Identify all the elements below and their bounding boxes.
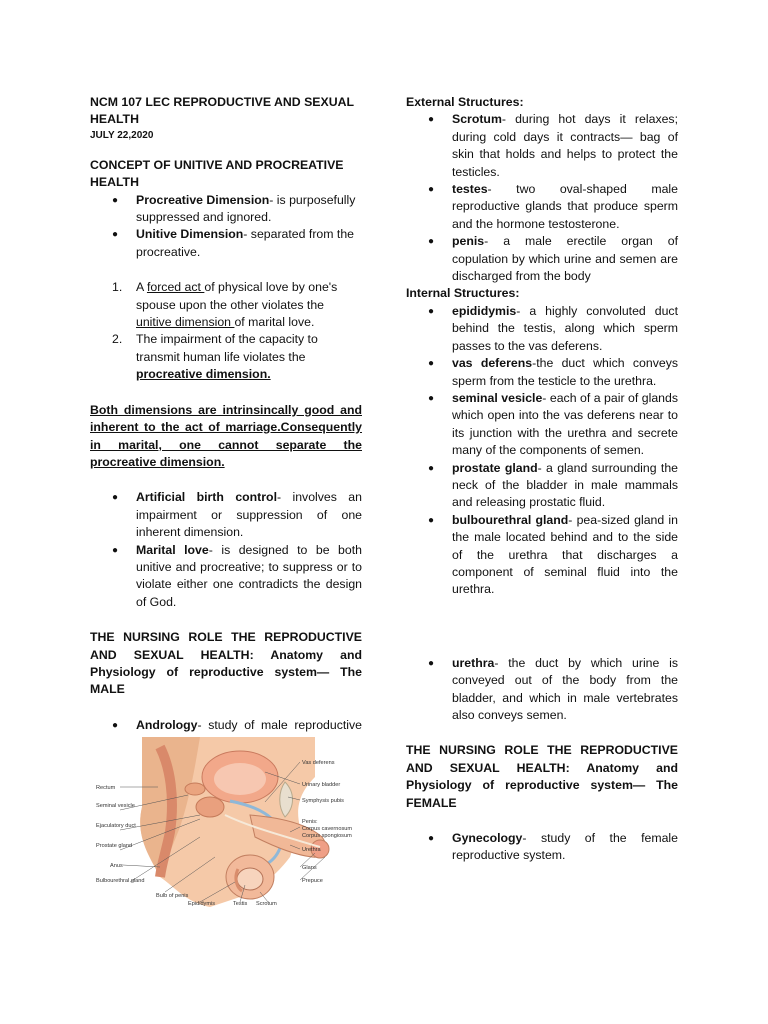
external-heading: External Structures: — [406, 95, 524, 109]
list-item: ● Marital love- is designed to be both unitive and procreative; to suppress or to violate either one contradicts the design of God. — [90, 542, 362, 612]
list-item: ● vas deferens-the duct which conveys sperm from the testicle to the urethra. — [406, 355, 678, 390]
right-column — [406, 94, 678, 865]
left-column — [90, 94, 362, 752]
list-item: ● Artificial birth control- involves an impairment or suppression of one inherent dimension. — [90, 489, 362, 541]
list-item: ● Unitive Dimension- separated from the procreative. — [90, 226, 362, 261]
figure-label: Glans — [302, 865, 317, 871]
list-item: ● Scrotum- during hot days it relaxes; during cold days it contracts— bag of skin that holds and helps to protect the testicles. — [406, 111, 678, 181]
female-section-heading: THE NURSING ROLE THE REPRODUCTIVE AND SEXUAL HEALTH: Anatomy and Physiology of reproductive system— The FEMALE — [406, 743, 678, 810]
internal-bullet-list — [406, 303, 678, 599]
figure-label: Bulb of penis — [156, 893, 189, 899]
figure-label: Testis — [233, 901, 248, 907]
figure-label: Urinary bladder — [302, 782, 341, 788]
figure-label: Prostate gland — [96, 843, 133, 849]
female-bullet-list — [406, 830, 678, 865]
list-item: ● urethra- the duct by which urine is conveyed out of the body from the bladder, and which in male vertebrates also conveys semen. — [406, 655, 678, 725]
list-item: ● penis- a male erectile organ of copulation by which urine and semen are discharged from the body — [406, 233, 678, 285]
figure-label: Bulbourethral gland — [96, 878, 145, 884]
concept-numbered-list — [90, 279, 362, 383]
concept-heading: CONCEPT OF UNITIVE AND PROCREATIVE HEALTH — [90, 157, 344, 190]
concept-bullet-list — [90, 192, 362, 262]
male-section-heading: THE NURSING ROLE THE REPRODUCTIVE AND SEXUAL HEALTH: Anatomy and Physiology of reproductive system— The MALE — [90, 630, 362, 697]
list-item: ● testes- two oval-shaped male reproductive glands that produce sperm and the hormone testosterone. — [406, 181, 678, 233]
figure-label: Vas deferens — [302, 760, 335, 766]
internal-bullet-list-2 — [406, 655, 678, 725]
document-title: NCM 107 LEC REPRODUCTIVE AND SEXUAL HEALTH — [90, 95, 354, 127]
figure-label: Urethra — [302, 847, 321, 853]
emphasis-paragraph: Both dimensions are intrinsincally good and inherent to the act of marriage.Consequently in marital, one cannot separate the procreative dimension. — [90, 402, 362, 469]
figure-label: Ejaculatory duct — [96, 823, 136, 829]
list-item: ● epididymis- a highly convoluted duct behind the testis, along which sperm passes to the vas deferens. — [406, 303, 678, 355]
list-item: ● bulbourethral gland- pea-sized gland in the male located behind and to the side of the urethra that discharges a component of seminal fluid into the urethra. — [406, 512, 678, 599]
figure-label: Scrotum — [256, 901, 277, 907]
figure-label: Corpus spongiosum — [302, 833, 352, 839]
figure-label: Prepuce — [302, 878, 323, 884]
figure-label: Epididymis — [188, 901, 216, 907]
list-item: ● Procreative Dimension- is purposefully suppressed and ignored. — [90, 192, 362, 227]
list-item: 1. A forced act of physical love by one's spouse upon the other violates the unitive dimension of marital love. — [112, 280, 338, 330]
figure-label: Anus — [110, 863, 123, 869]
figure-label: Symphysis pubis — [302, 798, 344, 804]
document-date: JULY 22,2020 — [90, 129, 154, 141]
external-bullet-list — [406, 111, 678, 285]
figure-label: Rectum — [96, 785, 116, 791]
figure-label: Corpus cavernosum — [302, 826, 353, 832]
list-item: ● prostate gland- a gland surrounding the neck of the bladder in male mammals and releasing prostatic fluid. — [406, 460, 678, 512]
list-item: ● Andrology- study of male reproductive — [90, 717, 362, 752]
concept-bullet-list-2 — [90, 489, 362, 611]
male-anatomy-figure — [90, 737, 362, 912]
list-item: ● seminal vesicle- each of a pair of glands which open into the vas deferens near to its junction with the urethra and secrete many of the components of semen. — [406, 390, 678, 460]
list-item: 2. The impairment of the capacity to transmit human life violates the procreative dimension. — [112, 332, 318, 382]
figure-label: Seminal vesicle — [96, 803, 135, 809]
figure-label: Penis: — [302, 819, 318, 825]
list-item: ● Gynecology- study of the female reproductive system. — [406, 830, 678, 865]
internal-heading: Internal Structures: — [406, 286, 520, 301]
